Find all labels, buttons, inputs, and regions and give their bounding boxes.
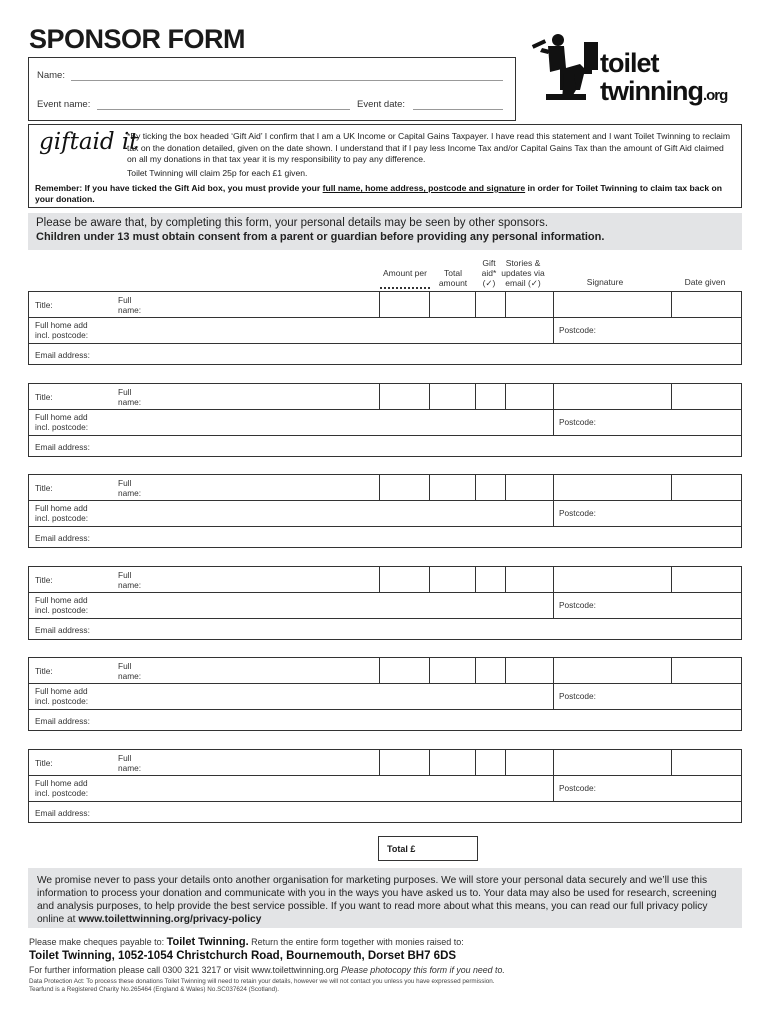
title-field[interactable] [63, 752, 113, 772]
postcode-divider [553, 592, 554, 618]
postcode-divider [553, 500, 554, 526]
signature-cell[interactable] [553, 658, 671, 683]
date-given-cell[interactable] [671, 658, 741, 683]
full-name-field[interactable] [147, 294, 375, 314]
postcode-field[interactable] [604, 319, 738, 341]
postcode-field[interactable] [604, 777, 738, 799]
full-name-label: Full name: [118, 570, 142, 590]
amount-per-cell[interactable] [379, 750, 429, 775]
return-address: Toilet Twinning, 1052-1054 Christchurch Road, Bournemouth, Dorset BH7 6DS [29, 950, 457, 962]
notice-line2: Children under 13 must obtain consent from a parent or guardian before providing any personal information. [36, 231, 605, 243]
title-field[interactable] [63, 569, 113, 589]
postcode-label: Postcode: [559, 508, 596, 518]
privacy-statement: We promise never to pass your details onto another organisation for marketing purposes. We will store your personal data securely and we’ll use this information to process your donation and communicate with you in the ways you have asked us to. Your data may also be used for research, screening and analysis purposes, to help provide the best service possible. If you want to read more about what this means, you can read our full privacy policy online at www.toilettwinning.org/privacy-policy [28, 868, 742, 928]
form-title: SPONSOR FORM [29, 24, 246, 54]
header-signature: Signature [586, 277, 624, 287]
address-label: Full home add incl. postcode: [35, 595, 89, 615]
signature-cell[interactable] [553, 750, 671, 775]
entry-row-address [29, 592, 741, 619]
full-name-field[interactable] [147, 477, 375, 497]
entry-row-name [29, 292, 741, 318]
amount-per-cell[interactable] [379, 567, 429, 592]
email-label: Email address: [35, 625, 90, 635]
event-name-label: Event name: [37, 99, 91, 110]
full-name-label: Full name: [118, 295, 142, 315]
date-given-cell[interactable] [671, 292, 741, 317]
header-date-given: Date given [684, 277, 726, 287]
data-protection-notice: Data Protection Act: To process these donations Toilet Twinning will need to retain your details, however we will not contact you unless you have expressed permission. Tearfund is a Registered Charity No.265464 (England & Wales) No.SC037624 (Scotland). [29, 978, 495, 993]
address-label: Full home add incl. postcode: [35, 778, 89, 798]
gift-aid-cell[interactable] [475, 567, 505, 592]
postcode-divider [553, 775, 554, 801]
header-stories-updates: Stories & updates via email (✓) [501, 258, 545, 288]
postcode-label: Postcode: [559, 417, 596, 427]
gift-aid-logo: giftaid it [39, 129, 139, 155]
date-given-cell[interactable] [671, 475, 741, 500]
gift-aid-declaration: *By ticking the box headed ‘Gift Aid’ I confirm that I am a UK Income or Capital Gains Taxpayer. I have read this statement and I want Toilet Twinning to reclaim tax on the donation detailed, given on the date shown. I understand that if I pay less Income Tax and/or Capital Gains Tax than the amount of Gift Aid claimed on all my donations in that tax year it is my responsibility to pay any difference. [127, 131, 730, 164]
title-label: Title: [35, 575, 53, 585]
logo-line1: toilet [600, 48, 659, 78]
postcode-label: Postcode: [559, 783, 596, 793]
total-amount-cell[interactable] [429, 384, 475, 409]
signature-cell[interactable] [553, 475, 671, 500]
email-field[interactable] [93, 621, 739, 639]
stories-updates-cell[interactable] [505, 567, 553, 592]
cheques-instruction: Please make cheques payable to: Toilet Twinning. Return the entire form together with monies raised to: [29, 936, 464, 948]
stories-updates-cell[interactable] [505, 475, 553, 500]
date-given-cell[interactable] [671, 750, 741, 775]
sponsor-entry [28, 657, 742, 731]
email-label: Email address: [35, 533, 90, 543]
privacy-policy-link[interactable]: www.toilettwinning.org/privacy-policy [78, 914, 262, 925]
date-given-cell[interactable] [671, 567, 741, 592]
postcode-field[interactable] [604, 594, 738, 616]
title-field[interactable] [63, 660, 113, 680]
entry-row-address [29, 683, 741, 710]
postcode-label: Postcode: [559, 600, 596, 610]
address-label: Full home add incl. postcode: [35, 320, 89, 340]
gift-aid-cell[interactable] [475, 292, 505, 317]
title-field[interactable] [63, 477, 113, 497]
sponsor-entry [28, 749, 742, 823]
email-field[interactable] [93, 346, 739, 364]
total-box[interactable] [378, 836, 478, 861]
full-name-label: Full name: [118, 478, 142, 498]
gift-aid-cell[interactable] [475, 750, 505, 775]
title-label: Title: [35, 483, 53, 493]
entry-row-address [29, 775, 741, 802]
logo-line2: twinning.org [600, 76, 728, 106]
event-name-field[interactable] [97, 109, 350, 110]
stories-updates-cell[interactable] [505, 658, 553, 683]
header-gift-aid: Gift aid* (✓) [481, 258, 497, 288]
header-total-amount: Total amount [438, 268, 468, 288]
postcode-divider [553, 683, 554, 709]
full-name-field[interactable] [147, 752, 375, 772]
sponsor-details-box [28, 57, 516, 121]
notice-line1: Please be aware that, by completing this form, your personal details may be seen by other sponsors. [36, 217, 549, 229]
gift-aid-cell[interactable] [475, 658, 505, 683]
entry-row-address [29, 317, 741, 344]
full-name-label: Full name: [118, 753, 142, 773]
title-label: Title: [35, 666, 53, 676]
title-label: Title: [35, 758, 53, 768]
stories-updates-cell[interactable] [505, 750, 553, 775]
gift-aid-cell[interactable] [475, 475, 505, 500]
full-name-field[interactable] [147, 569, 375, 589]
total-amount-cell[interactable] [429, 475, 475, 500]
signature-cell[interactable] [553, 384, 671, 409]
stories-updates-cell[interactable] [505, 292, 553, 317]
address-label: Full home add incl. postcode: [35, 686, 89, 706]
email-field[interactable] [93, 438, 739, 456]
amount-per-cell[interactable] [379, 658, 429, 683]
postcode-label: Postcode: [559, 325, 596, 335]
stories-updates-cell[interactable] [505, 384, 553, 409]
entry-row-name [29, 475, 741, 501]
full-name-field[interactable] [147, 660, 375, 680]
gift-aid-box [28, 124, 742, 208]
email-field[interactable] [93, 529, 739, 547]
amount-per-cell[interactable] [379, 292, 429, 317]
amount-per-dotted-line [380, 287, 430, 289]
postcode-divider [553, 409, 554, 435]
total-amount-cell[interactable] [429, 292, 475, 317]
title-label: Title: [35, 300, 53, 310]
postcode-field[interactable] [604, 685, 738, 707]
postcode-field[interactable] [604, 502, 738, 524]
signature-cell[interactable] [553, 292, 671, 317]
postcode-label: Postcode: [559, 691, 596, 701]
email-label: Email address: [35, 350, 90, 360]
total-label: Total £ [387, 844, 416, 854]
entry-row-address [29, 409, 741, 436]
amount-per-cell[interactable] [379, 475, 429, 500]
total-amount-cell[interactable] [429, 567, 475, 592]
address-field[interactable] [119, 502, 549, 524]
address-field[interactable] [119, 777, 549, 799]
gift-aid-cell[interactable] [475, 384, 505, 409]
address-field[interactable] [119, 685, 549, 707]
total-amount-cell[interactable] [429, 658, 475, 683]
address-field[interactable] [119, 411, 549, 433]
email-label: Email address: [35, 808, 90, 818]
date-given-cell[interactable] [671, 384, 741, 409]
gift-aid-reminder: Remember: If you have ticked the Gift Aid box, you must provide your full name, home address, postcode and signature in order for Toilet Twinning to claim tax back on your donation. [35, 183, 722, 204]
sponsor-entry [28, 566, 742, 640]
event-date-field[interactable] [413, 109, 503, 110]
sponsor-entry [28, 383, 742, 457]
postcode-field[interactable] [604, 411, 738, 433]
sponsor-entry [28, 474, 742, 548]
email-field[interactable] [93, 712, 739, 730]
toilet-figure-icon [530, 28, 600, 106]
further-info: For further information please call 0300 321 3217 or visit www.toilettwinning.org Please photocopy this form if you need to. [29, 965, 505, 975]
privacy-notice-banner [28, 213, 742, 250]
email-label: Email address: [35, 442, 90, 452]
entry-row-name [29, 567, 741, 593]
title-label: Title: [35, 392, 53, 402]
email-field[interactable] [93, 804, 739, 822]
address-label: Full home add incl. postcode: [35, 412, 89, 432]
event-date-label: Event date: [357, 99, 406, 110]
name-field[interactable] [71, 80, 503, 81]
total-amount-cell[interactable] [429, 750, 475, 775]
entry-row-name [29, 658, 741, 684]
amount-per-cell[interactable] [379, 384, 429, 409]
postcode-divider [553, 317, 554, 343]
title-field[interactable] [63, 386, 113, 406]
sponsor-entry [28, 291, 742, 365]
signature-cell[interactable] [553, 567, 671, 592]
address-label: Full home add incl. postcode: [35, 503, 89, 523]
name-label: Name: [37, 70, 65, 81]
full-name-label: Full name: [118, 387, 142, 407]
full-name-label: Full name: [118, 661, 142, 681]
full-name-field[interactable] [147, 386, 375, 406]
header-amount-per: Amount per [383, 268, 427, 278]
toilet-twinning-logo [530, 28, 745, 110]
email-label: Email address: [35, 716, 90, 726]
address-field[interactable] [119, 319, 549, 341]
entry-row-name [29, 384, 741, 410]
title-field[interactable] [63, 294, 113, 314]
gift-aid-claim-note: Toilet Twinning will claim 25p for each £1 given. [127, 168, 308, 178]
address-field[interactable] [119, 594, 549, 616]
entry-row-address [29, 500, 741, 527]
entry-row-name [29, 750, 741, 776]
